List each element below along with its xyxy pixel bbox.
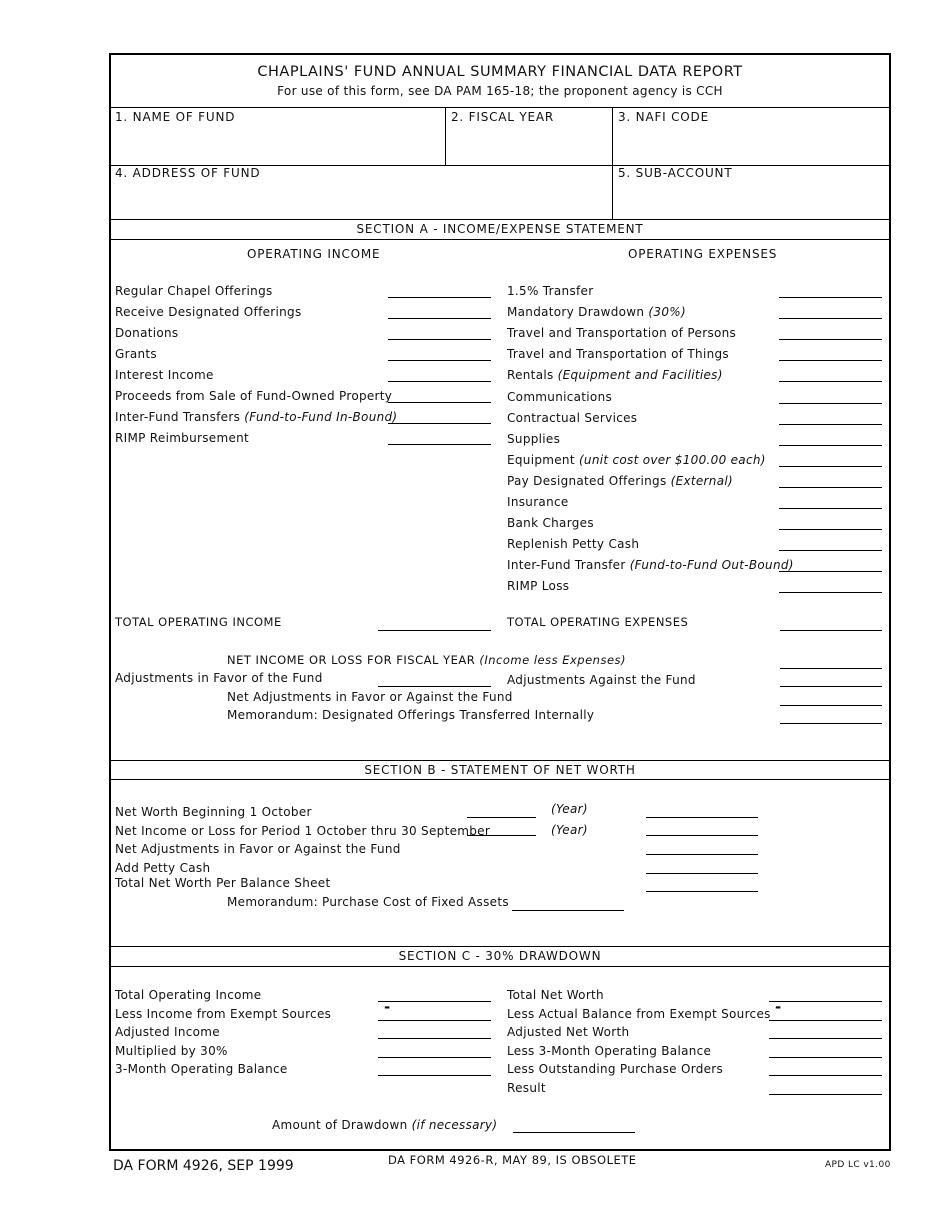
b-net-adj-field[interactable] <box>646 854 758 855</box>
drawdown-left-field[interactable] <box>378 1075 491 1076</box>
drawdown-right-label: Result <box>507 1080 546 1095</box>
nw-begin-year-field[interactable] <box>467 817 536 818</box>
expense-item-field[interactable] <box>779 318 882 319</box>
drawdown-left-field[interactable] <box>378 1001 491 1002</box>
drawdown-right-label: Total Net Worth <box>507 988 604 1002</box>
net-income-field[interactable] <box>780 668 882 669</box>
expense-item-label: Travel and Transportation of Things <box>507 347 729 362</box>
address-of-fund-label: 4. ADDRESS OF FUND <box>115 166 261 180</box>
expense-item-label: Contractual Services <box>507 410 638 425</box>
drawdown-right-field[interactable] <box>769 1038 882 1039</box>
adj-against-field[interactable] <box>780 686 882 687</box>
expense-item-field[interactable] <box>779 381 882 382</box>
nw-begin-field[interactable] <box>646 817 758 818</box>
expense-item-field[interactable] <box>779 445 882 446</box>
divider <box>110 779 891 780</box>
divider <box>110 946 891 947</box>
drawdown-right-field[interactable] <box>769 1020 882 1021</box>
income-item-label: Receive Designated Offerings <box>115 305 302 319</box>
total-nw-field[interactable] <box>646 891 758 892</box>
drawdown-left-label: Multiplied by 30% <box>115 1043 228 1058</box>
expense-item-field[interactable] <box>779 508 882 509</box>
fiscal-year-field[interactable] <box>447 127 610 163</box>
expense-item-label: Equipment (unit cost over $100.00 each) <box>507 452 766 467</box>
income-item-label: Interest Income <box>115 368 214 382</box>
income-item-label: Inter-Fund Transfers (Fund-to-Fund In-Bound) <box>115 410 398 424</box>
drawdown-right-label: Less 3-Month Operating Balance <box>507 1043 712 1058</box>
net-income-period-field[interactable] <box>646 835 758 836</box>
expense-item-label: Travel and Transportation of Persons <box>507 326 737 341</box>
drawdown-left-field[interactable] <box>378 1057 491 1058</box>
income-item-field[interactable] <box>388 381 491 382</box>
total-nw-label: Total Net Worth Per Balance Sheet <box>115 876 331 890</box>
expense-item-label: Communications <box>507 389 613 404</box>
income-item-label: Regular Chapel Offerings <box>115 284 273 298</box>
divider <box>612 107 613 219</box>
expense-item-field[interactable] <box>779 424 882 425</box>
adj-favor-field[interactable] <box>378 686 491 687</box>
income-item-field[interactable] <box>388 360 491 361</box>
section-c-title: SECTION C - 30% DRAWDOWN <box>398 949 602 963</box>
name-of-fund-field[interactable] <box>111 127 443 163</box>
expense-item-field[interactable] <box>779 550 882 551</box>
expense-item-field[interactable] <box>779 466 882 467</box>
sub-account-field[interactable] <box>614 183 889 217</box>
income-item-field[interactable] <box>388 402 491 403</box>
year-label: (Year) <box>551 802 588 816</box>
expense-item-field[interactable] <box>779 592 882 593</box>
sub-account-label: 5. SUB-ACCOUNT <box>618 166 733 180</box>
income-item-field[interactable] <box>388 318 491 319</box>
expense-item-field[interactable] <box>779 529 882 530</box>
drawdown-right-field[interactable] <box>769 1075 882 1076</box>
memo-designated-field[interactable] <box>780 723 882 724</box>
divider <box>110 219 891 220</box>
b-net-adj-label: Net Adjustments in Favor or Against the Fund <box>115 842 401 856</box>
adj-favor-label: Adjustments in Favor of the Fund <box>115 671 323 685</box>
form-frame <box>109 53 891 1151</box>
operating-expenses-header: OPERATING EXPENSES <box>628 247 778 261</box>
net-adjustments-label: Net Adjustments in Favor or Against the Fund <box>227 690 513 704</box>
drawdown-right-label: Less Outstanding Purchase Orders <box>507 1062 724 1076</box>
expense-item-field[interactable] <box>779 487 882 488</box>
adj-against-label: Adjustments Against the Fund <box>507 673 696 687</box>
expense-item-label: Rentals (Equipment and Facilities) <box>507 368 723 383</box>
income-item-label: Donations <box>115 326 179 340</box>
drawdown-right-field[interactable] <box>769 1057 882 1058</box>
expense-item-field[interactable] <box>779 339 882 340</box>
drawdown-left-field[interactable] <box>378 1038 491 1039</box>
expense-item-field[interactable] <box>779 297 882 298</box>
income-item-field[interactable] <box>388 423 491 424</box>
minus-sign: - <box>384 998 391 1016</box>
fiscal-year-label: 2. FISCAL YEAR <box>451 110 555 124</box>
expense-item-field[interactable] <box>779 571 882 572</box>
memo-fixed-assets-label: Memorandum: Purchase Cost of Fixed Assets <box>227 895 509 909</box>
drawdown-right-field[interactable] <box>769 1001 882 1002</box>
expense-item-field[interactable] <box>779 360 882 361</box>
form-id: DA FORM 4926, SEP 1999 <box>113 1158 294 1174</box>
total-expenses-label: TOTAL OPERATING EXPENSES <box>507 615 689 629</box>
income-item-label: RIMP Reimbursement <box>115 431 250 445</box>
total-expenses-field[interactable] <box>780 630 882 631</box>
nafi-code-field[interactable] <box>614 127 889 163</box>
memo-designated-label: Memorandum: Designated Offerings Transferred Internally <box>227 708 595 722</box>
total-income-field[interactable] <box>378 630 491 631</box>
drawdown-right-field[interactable] <box>769 1094 882 1095</box>
expense-item-label: Inter-Fund Transfer (Fund-to-Fund Out-Bound) <box>507 558 794 573</box>
petty-cash-field[interactable] <box>646 873 758 874</box>
drawdown-left-label: Less Income from Exempt Sources <box>115 1006 332 1021</box>
nafi-code-label: 3. NAFI CODE <box>618 110 709 124</box>
form-subtitle: For use of this form, see DA PAM 165-18; the proponent agency is CCH <box>277 84 723 98</box>
net-adjustments-field[interactable] <box>780 705 882 706</box>
drawdown-left-label: Total Operating Income <box>115 988 262 1002</box>
drawdown-left-field[interactable] <box>378 1020 491 1021</box>
drawdown-right-label: Adjusted Net Worth <box>507 1025 630 1039</box>
total-income-label: TOTAL OPERATING INCOME <box>115 615 282 629</box>
income-item-field[interactable] <box>388 297 491 298</box>
amount-of-drawdown-label: Amount of Drawdown (if necessary) <box>272 1118 498 1132</box>
net-income-label: NET INCOME OR LOSS FOR FISCAL YEAR (Income less Expenses) <box>227 653 627 667</box>
divider <box>110 966 891 967</box>
name-of-fund-label: 1. NAME OF FUND <box>115 110 236 124</box>
nw-begin-label: Net Worth Beginning 1 October <box>115 805 312 819</box>
income-item-field[interactable] <box>388 444 491 445</box>
expense-item-label: RIMP Loss <box>507 579 570 594</box>
income-item-label: Grants <box>115 347 157 361</box>
income-item-field[interactable] <box>388 339 491 340</box>
expense-item-label: Bank Charges <box>507 516 594 531</box>
amount-of-drawdown-field[interactable] <box>513 1132 635 1133</box>
version-label: APD LC v1.00 <box>825 1160 891 1170</box>
divider <box>110 760 891 761</box>
minus-sign: - <box>775 998 782 1016</box>
expense-item-label: Insurance <box>507 495 569 509</box>
expense-item-field[interactable] <box>779 403 882 404</box>
divider <box>110 107 891 108</box>
expense-item-label: Mandatory Drawdown (30%) <box>507 305 686 320</box>
operating-income-header: OPERATING INCOME <box>247 247 381 261</box>
income-item-label: Proceeds from Sale of Fund-Owned Property <box>115 389 393 403</box>
divider <box>445 107 446 165</box>
year-label: (Year) <box>551 823 588 837</box>
section-b-title: SECTION B - STATEMENT OF NET WORTH <box>364 763 636 777</box>
petty-cash-label: Add Petty Cash <box>115 861 211 875</box>
obsolete-notice: DA FORM 4926-R, MAY 89, IS OBSOLETE <box>388 1153 637 1167</box>
expense-item-label: Pay Designated Offerings (External) <box>507 473 733 488</box>
memo-fixed-assets-field[interactable] <box>512 910 624 911</box>
section-a-title: SECTION A - INCOME/EXPENSE STATEMENT <box>356 222 644 236</box>
drawdown-left-label: 3-Month Operating Balance <box>115 1062 288 1076</box>
expense-item-label: Supplies <box>507 431 561 446</box>
form-title: CHAPLAINS' FUND ANNUAL SUMMARY FINANCIAL DATA REPORT <box>257 64 743 80</box>
divider <box>110 239 891 240</box>
net-income-period-year-field[interactable] <box>467 835 536 836</box>
address-of-fund-field[interactable] <box>111 183 610 217</box>
drawdown-right-label: Less Actual Balance from Exempt Sources <box>507 1006 771 1021</box>
drawdown-left-label: Adjusted Income <box>115 1025 220 1039</box>
expense-item-label: Replenish Petty Cash <box>507 537 640 552</box>
net-income-period-label: Net Income or Loss for Period 1 October thru 30 September <box>115 824 491 838</box>
expense-item-label: 1.5% Transfer <box>507 284 594 298</box>
